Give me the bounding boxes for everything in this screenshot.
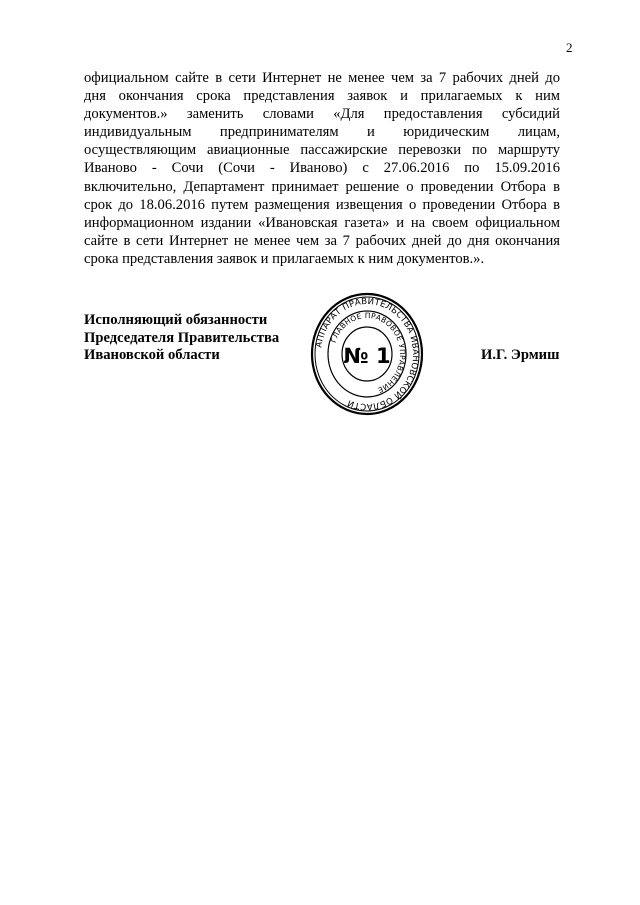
body-paragraph [84, 69, 560, 268]
body-line: осуществляющим авиационные пассажирские перевозки по маршруту [84, 142, 560, 159]
signatory-title-line: Исполняющий обязанности [84, 312, 268, 328]
body-line: информационном издании «Ивановская газета» и на своем официальном [84, 214, 560, 231]
body-line: сайте в сети Интернет не менее чем за 7 рабочих дней до дня окончания [84, 232, 560, 249]
signatory-name: И.Г. Эрмиш [481, 347, 560, 363]
body-line: индивидуальным предпринимателям и юридическим лицам, [84, 124, 560, 141]
seal-center-number: № 1 [343, 344, 391, 368]
body-line: дня окончания срока представления заявок и прилагаемых к ним [84, 88, 560, 105]
body-line: срок до 18.06.2016 путем размещения извещения о проведении Отбора в [84, 196, 560, 213]
body-line: срока представления заявок и прилагаемых к ним документов.». [84, 250, 485, 267]
seal-inner-text: ГЛАВНОЕ ПРАВОВОЕ УПРАВЛЕНИЕ [328, 310, 408, 395]
seal-outer-text: АППАРАТ ПРАВИТЕЛЬСТВА ИВАНОВСКОЙ ОБЛАСТИ [314, 296, 421, 412]
page-number: 2 [566, 40, 573, 55]
signatory-title [84, 312, 279, 365]
body-line: Иваново - Сочи (Сочи - Иваново) с 27.06.2016 по 15.09.2016 [84, 160, 560, 177]
seal-icon [310, 292, 424, 416]
official-seal-stamp [310, 292, 424, 416]
body-line: включительно, Департамент принимает решение о проведении Отбора в [84, 178, 560, 195]
signatory-title-line: Председателя Правительства [84, 329, 280, 346]
body-line: официальном сайте в сети Интернет не менее чем за 7 рабочих дней до [84, 70, 560, 86]
body-line: документов.» заменить словами «Для предоставления субсидий [84, 106, 560, 123]
signatory-title-line: Ивановской области [84, 347, 220, 363]
